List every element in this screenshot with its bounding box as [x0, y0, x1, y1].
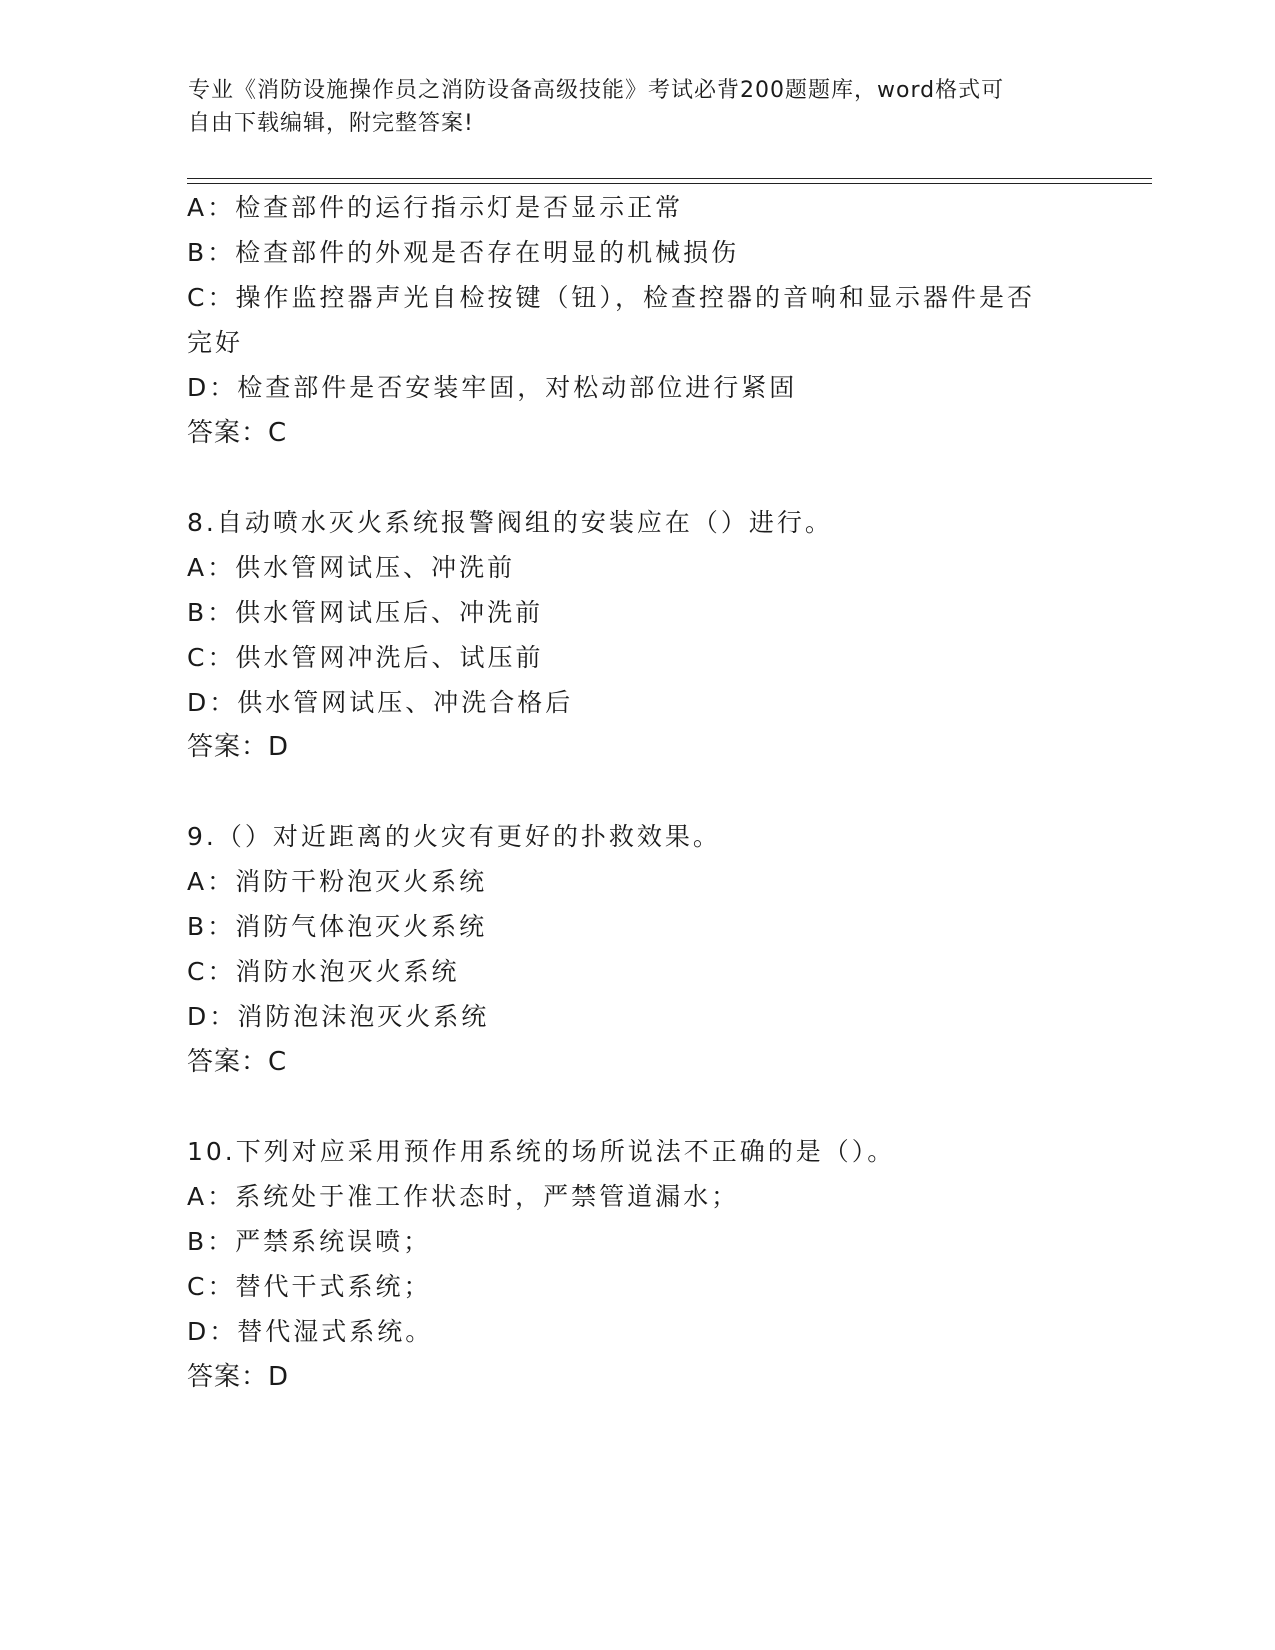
- q10-option-a: A：系统处于准工作状态时，严禁管道漏水；: [187, 1182, 740, 1211]
- q9-option-a: A：消防干粉泡灭火系统: [187, 867, 488, 896]
- q10-answer: 答案：D: [187, 1362, 290, 1392]
- q10-option-c: C：替代干式系统；: [187, 1272, 432, 1301]
- header-title-line-1: 专业《消防设施操作员之消防设备高级技能》考试必背200题题库，word格式可: [188, 78, 1005, 103]
- q9-option-b: B：消防气体泡灭火系统: [187, 912, 488, 941]
- q8-option-c: C：供水管网冲洗后、试压前: [187, 643, 544, 672]
- q10-option-d: D：替代湿式系统。: [187, 1317, 434, 1346]
- q9-option-c: C：消防水泡灭火系统: [187, 957, 460, 986]
- header-divider-bottom: [187, 183, 1152, 184]
- q7-option-a: A：检查部件的运行指示灯是否显示正常: [187, 193, 684, 222]
- header-divider-top: [187, 178, 1152, 179]
- q8-question: 8.自动喷水灭火系统报警阀组的安装应在（）进行。: [187, 508, 833, 537]
- q9-question: 9.（）对近距离的火灾有更好的扑救效果。: [187, 822, 721, 851]
- q7-option-b: B：检查部件的外观是否存在明显的机械损伤: [187, 238, 740, 267]
- header-title-line-2: 自由下载编辑，附完整答案!: [188, 111, 474, 136]
- q9-option-d: D：消防泡沫泡灭火系统: [187, 1002, 490, 1031]
- q8-answer: 答案：D: [187, 732, 290, 762]
- q7-option-d: D：检查部件是否安装牢固，对松动部位进行紧固: [187, 373, 798, 402]
- q10-option-b: B：严禁系统误喷；: [187, 1227, 432, 1256]
- q10-question: 10.下列对应采用预作用系统的场所说法不正确的是（）。: [187, 1137, 896, 1166]
- q8-option-a: A：供水管网试压、冲洗前: [187, 553, 516, 582]
- document-header: [188, 74, 1078, 140]
- q9-answer: 答案：C: [187, 1047, 288, 1077]
- q8-option-d: D：供水管网试压、冲洗合格后: [187, 688, 574, 717]
- q7-option-c-continued: 完好: [187, 328, 244, 357]
- q7-answer: 答案：C: [187, 418, 288, 448]
- q7-option-c: C：操作监控器声光自检按键（钮），检查控器的音响和显示器件是否: [187, 283, 1035, 312]
- q8-option-b: B：供水管网试压后、冲洗前: [187, 598, 544, 627]
